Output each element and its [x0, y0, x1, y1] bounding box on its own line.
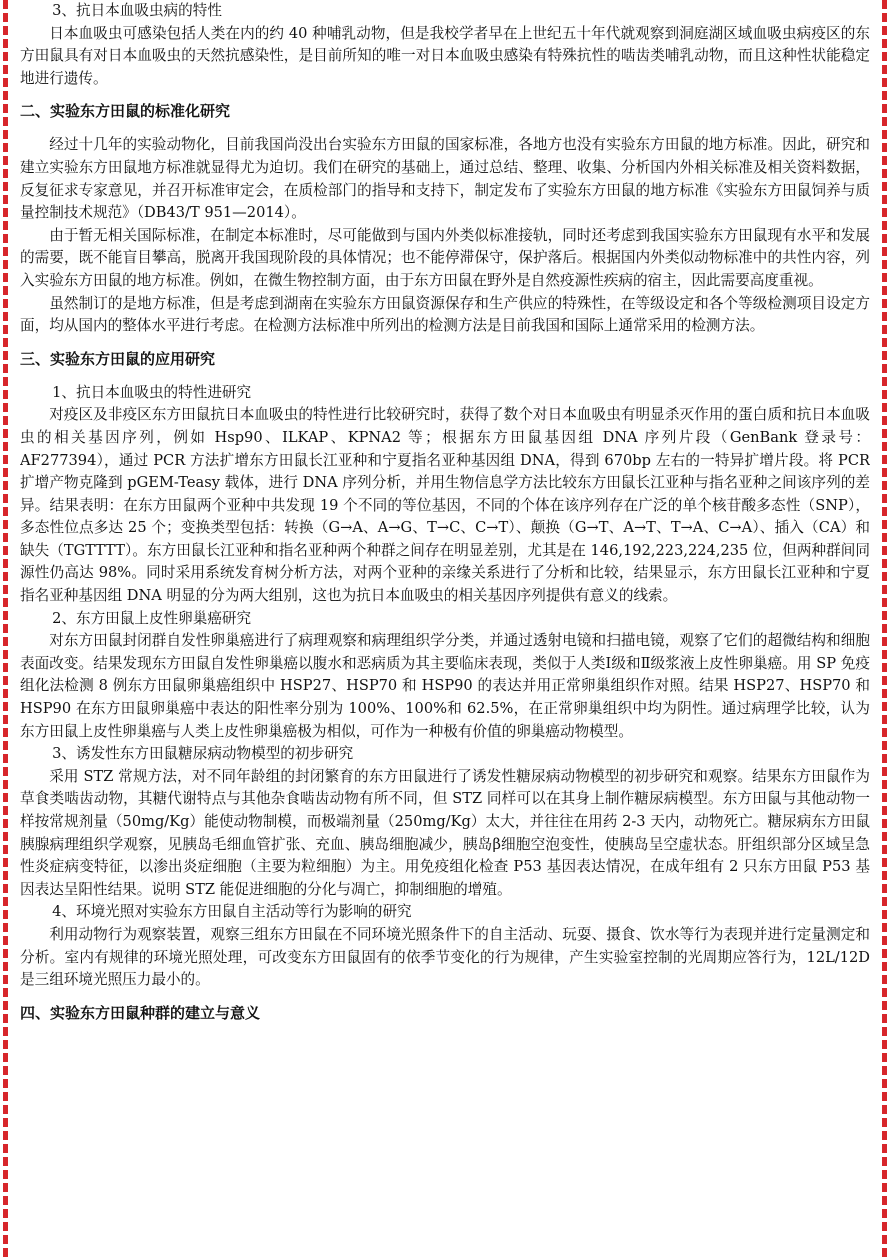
left-decorative-border — [3, 0, 8, 1259]
paragraph: 由于暂无相关国际标准，在制定本标准时，尽可能做到与国内外类似标准接轨，同时还考虑到我国实验东方田鼠现有水平和发展的需要，既不能盲目攀高，脱离开我国现阶段的具体情况；也不能停滞保守，保护落后。根据国内外类似动物标准中的共性内容，列入实验东方田鼠的地方标准。例如，在微生物控制方面，由于东方田鼠在野外是自然疫源性疾病的宿主，因此需要高度重视。 — [20, 226, 870, 289]
right-decorative-border — [882, 0, 887, 1259]
subsection-title: 3、诱发性东方田鼠糖尿病动物模型的初步研究 — [52, 745, 354, 763]
paragraph: 对疫区及非疫区东方田鼠抗日本血吸虫的特性进行比较研究时，获得了数个对日本血吸虫有明显杀灭作用的蛋白质和抗日本血吸虫的相关基因序列，例如 Hsp90、ILKAP、KPNA2 等；根据东方田鼠基因组 DNA 序列片段（GenBank 登录号：AF277394），通过 PCR 方法扩增东方田鼠长江亚种和宁夏指名亚种基因组 DNA，得到 670bp 左右的一特异扩增片段。将 PCR 扩增产物克隆到 pGEM-Teasy 载体，进行 DNA 序列分析，并用生物信息学方法比较东方田鼠长江亚种与指名亚种之间该序列的差异。结果表明：在东方田鼠两个亚种中共发现 19 个不同的等位基因，不同的个体在该序列存在广泛的单个核苷酸多态性（SNP），多态性位点多达 25 个；变换类型包括：转换（G→A、A→G、T→C、C→T）、颠换（G→T、A→T、T→A、C→A）、插入（CA）和缺失（TGTTTT）。东方田鼠长江亚种和指名亚种两个种群之间存在明显差别，尤其是在 146,192,223,224,235 位，但两种群间同源性仍高达 98%。同时采用系统发育树分析方法，对两个亚种的亲缘关系进行了分析和比较，结果显示，东方田鼠长江亚种和宁夏指名亚种基因组 DNA 明显的分为两大组别，这也为抗日本血吸虫的相关基因序列提供有意义的线索。 — [20, 406, 870, 605]
section-1-continuation — [20, 0, 870, 90]
subsection-title: 2、东方田鼠上皮性卵巢癌研究 — [52, 609, 252, 627]
paragraph: 采用 STZ 常规方法，对不同年龄组的封闭繁育的东方田鼠进行了诱发性糖尿病动物模型的初步研究和观察。结果东方田鼠作为草食类啮齿动物，其糖代谢特点与其他杂食啮齿动物有所不同，但 STZ 同样可以在其身上制作糖尿病模型。东方田鼠与其他动物一样按常规剂量（50mg/Kg）能使动物制模，而极端剂量（250mg/Kg）太大，并往往在用药 2-3 天内，动物死亡。糖尿病东方田鼠胰腺病理组织学观察，见胰岛毛细血管扩张、充血、胰岛细胞减少，胰岛β细胞空泡变性，使胰岛呈空虚状态。肝组织部分区域呈急性炎症病变特征，以渗出炎症细胞（主要为粒细胞）为主。用免疫组化检查 P53 基因表达情况，在成年组有 2 只东方田鼠 P53 基因表达呈阳性结果。说明 STZ 能促进细胞的分化与凋亡，抑制细胞的增殖。 — [20, 767, 870, 898]
paragraph: 对东方田鼠封闭群自发性卵巢癌进行了病理观察和病理组织学分类，并通过透射电镜和扫描电镜，观察了它们的超微结构和细胞表面改变。结果发现东方田鼠自发性卵巢癌以腹水和恶病质为其主要临床表现，类似于人类Ⅰ级和Ⅱ级浆液上皮性卵巢癌。用 SP 免疫组化法检测 8 例东方田鼠卵巢癌组织中 HSP27、HSP70 和 HSP90 的表达并用正常卵巢组织作对照。结果 HSP27、HSP70 和 HSP90 在东方田鼠卵巢癌中表达的阳性率分别为 100%、100%和 62.5%，在正常卵巢组织中均为阴性。通过病理学比较，认为东方田鼠上皮性卵巢癌与人类上皮性卵巢癌极为相似，可作为一种极有价值的卵巢癌动物模型。 — [20, 632, 870, 740]
section-heading-application: 三、实验东方田鼠的应用研究 — [20, 349, 216, 368]
paragraph: 经过十几年的实验动物化，目前我国尚没出台实验东方田鼠的国家标准，各地方也没有实验东方田鼠的地方标准。因此，研究和建立实验东方田鼠地方标准就显得尤为迫切。我们在研究的基础上，通过总结、整理、收集、分析国内外相关标准及相关资料数据，反复征求专家意见，并召开标准审定会，在质检部门的指导和支持下，制定发布了实验东方田鼠的地方标准《实验东方田鼠饲养与质量控制技术规范》（DB43/T 951—2014）。 — [20, 136, 870, 222]
subsection-title-resistance-trait: 3、抗日本血吸虫病的特性 — [52, 2, 222, 19]
subsection-title: 4、环境光照对实验东方田鼠自主活动等行为影响的研究 — [52, 903, 412, 921]
section-heading-standardization: 二、实验东方田鼠的标准化研究 — [20, 102, 231, 121]
section-3-body — [20, 382, 870, 992]
document-page — [20, 0, 870, 1259]
paragraph: 日本血吸虫可感染包括人类在内的约 40 种哺乳动物，但是我校学者早在上世纪五十年代就观察到洞庭湖区域血吸虫病疫区的东方田鼠具有对日本血吸虫的天然抗感染性，是目前所知的唯一对日本血吸虫感染有特殊抗性的啮齿类哺乳动物，而且这种性状能稳定地进行遗传。 — [20, 24, 870, 87]
section-2-body — [20, 134, 870, 337]
section-heading-population: 四、实验东方田鼠种群的建立与意义 — [20, 1003, 261, 1022]
subsection-title: 1、抗日本血吸虫的特性进研究 — [52, 383, 252, 401]
paragraph: 利用动物行为观察装置，观察三组东方田鼠在不同环境光照条件下的自主活动、玩耍、摄食、饮水等行为表现并进行定量测定和分析。室内有规律的环境光照处理，可改变东方田鼠固有的依季节变化的行为规律，产生实验室控制的光周期应答行为，12L/12D 是三组环境光照压力最小的。 — [20, 925, 870, 989]
paragraph: 虽然制订的是地方标准，但是考虑到湖南在实验东方田鼠资源保存和生产供应的特殊性，在等级设定和各个等级检测项目设定方面，均从国内的整体水平进行考虑。在检测方法标准中所列出的检测方法是目前我国和国际上通常采用的检测方法。 — [20, 294, 870, 335]
